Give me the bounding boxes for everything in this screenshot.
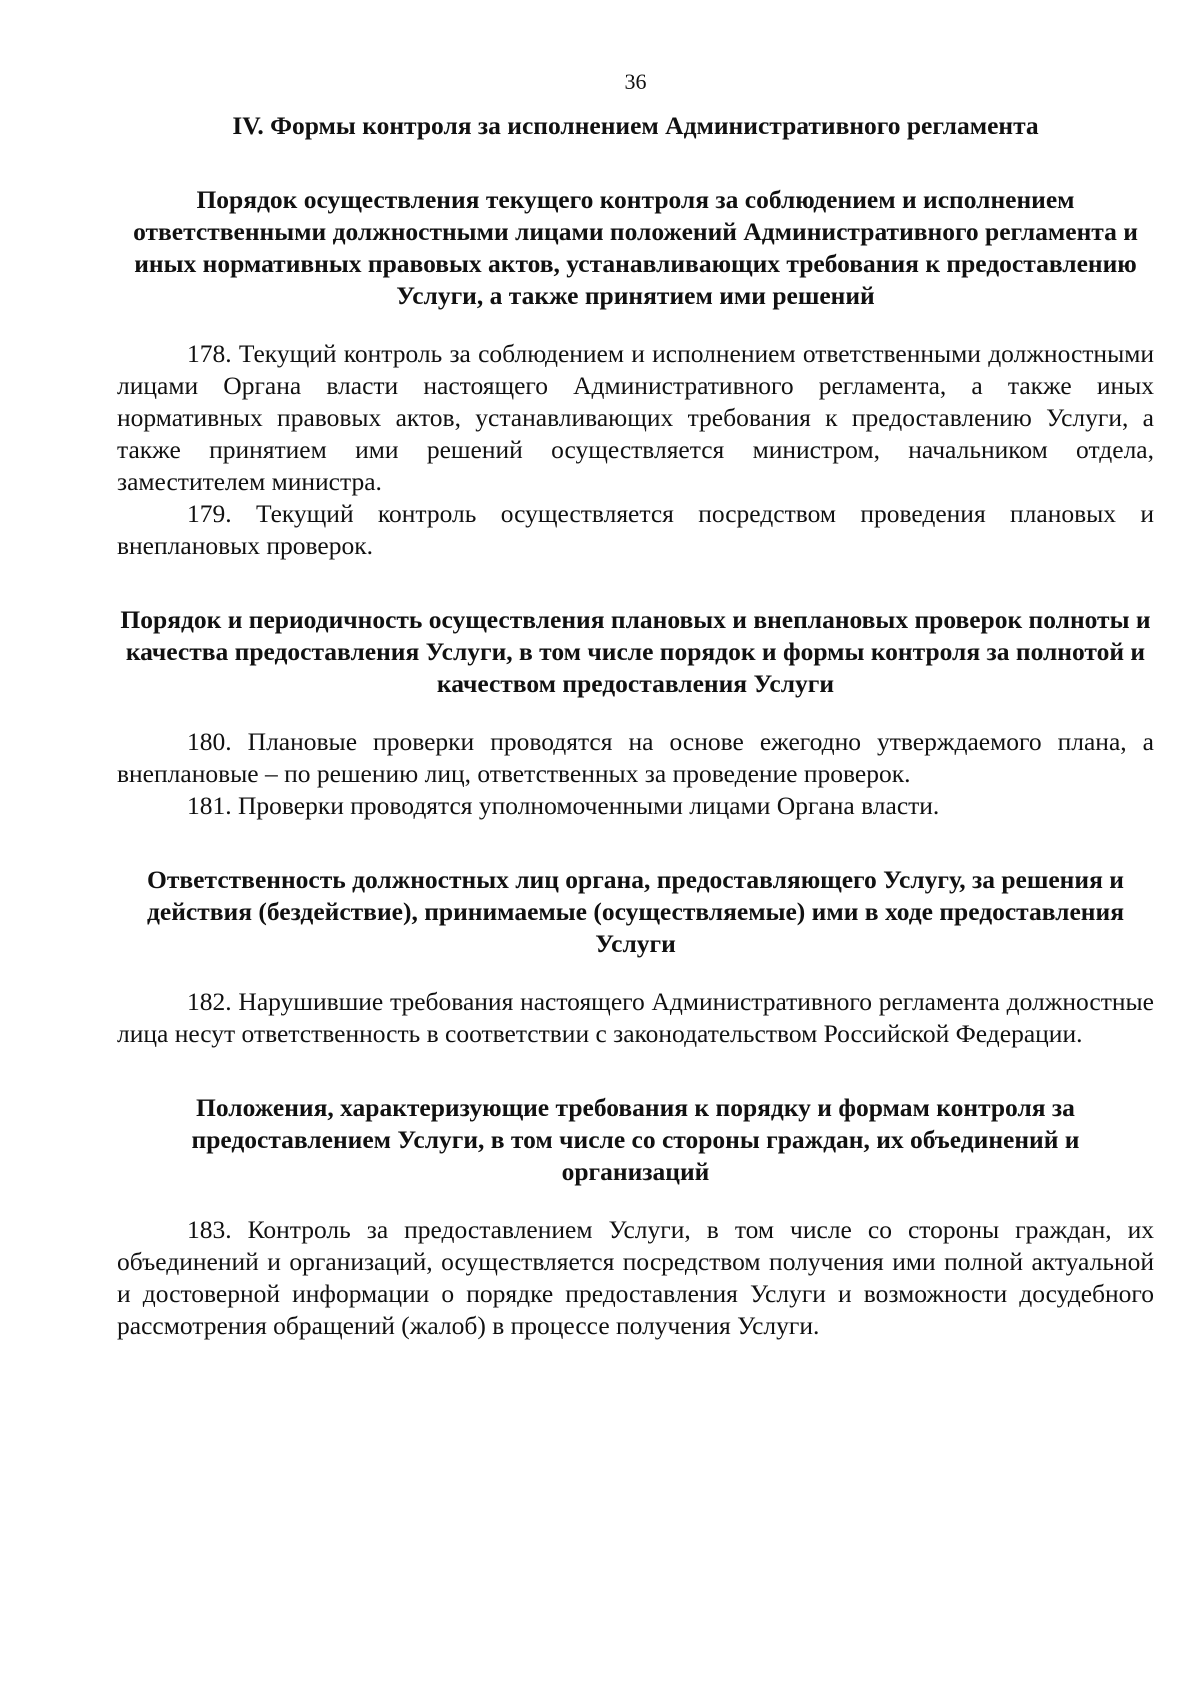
paragraph-180: 180. Плановые проверки проводятся на основе ежегодно утверждаемого плана, а внеплановые – по решению лиц, ответственных за проведение проверок. [117, 727, 1154, 788]
paragraph-182: 182. Нарушившие требования настоящего Административного регламента должностные лица несут ответственность в соответствии с законодательством Российской Федерации. [117, 987, 1154, 1048]
paragraph-181: 181. Проверки проводятся уполномоченными лицами Органа власти. [187, 791, 940, 820]
section-title: Положения, характеризующие требования к порядку и формам контроля за предоставлением Услуги, в том числе со стороны граждан, их объединений и организаций [191, 1093, 1080, 1186]
section-title: Порядок осуществления текущего контроля за соблюдением и исполнением ответственными должностными лицами положений Административного регламента и иных нормативных правовых актов, устанавливающих требования к предоставлению Услуги, а также принятием ими решений [133, 185, 1138, 310]
section-title: Порядок и периодичность осуществления плановых и внеплановых проверок полноты и качества предоставления Услуги, в том числе порядок и формы контроля за полнотой и качеством предоставления Услуги [120, 605, 1151, 698]
section-title: Ответственность должностных лиц органа, предоставляющего Услугу, за решения и действия (бездействие), принимаемые (осуществляемые) ими в ходе предоставления Услуги [147, 865, 1124, 958]
paragraph-183: 183. Контроль за предоставлением Услуги, в том числе со стороны граждан, их объединений и организаций, осуществляется посредством получения ими полной актуальной и достоверной информации о порядке предоставления Услуги и возможности досудебного рассмотрения обращений (жалоб) в процессе получения Услуги. [117, 1215, 1154, 1340]
paragraph-179: 179. Текущий контроль осуществляется посредством проведения плановых и внеплановых проверок. [117, 499, 1154, 560]
chapter-title: IV. Формы контроля за исполнением Административного регламента [232, 111, 1039, 140]
paragraph-178: 178. Текущий контроль за соблюдением и исполнением ответственными должностными лицами Органа власти настоящего Административного регламента, а также иных нормативных правовых актов, устанавливающих требования к предоставлению Услуги, а также принятием ими решений осуществляется министром, начальником отдела, заместителем министра. [117, 339, 1154, 496]
page-number: 36 [624, 69, 647, 94]
document-page [117, 68, 1154, 1342]
